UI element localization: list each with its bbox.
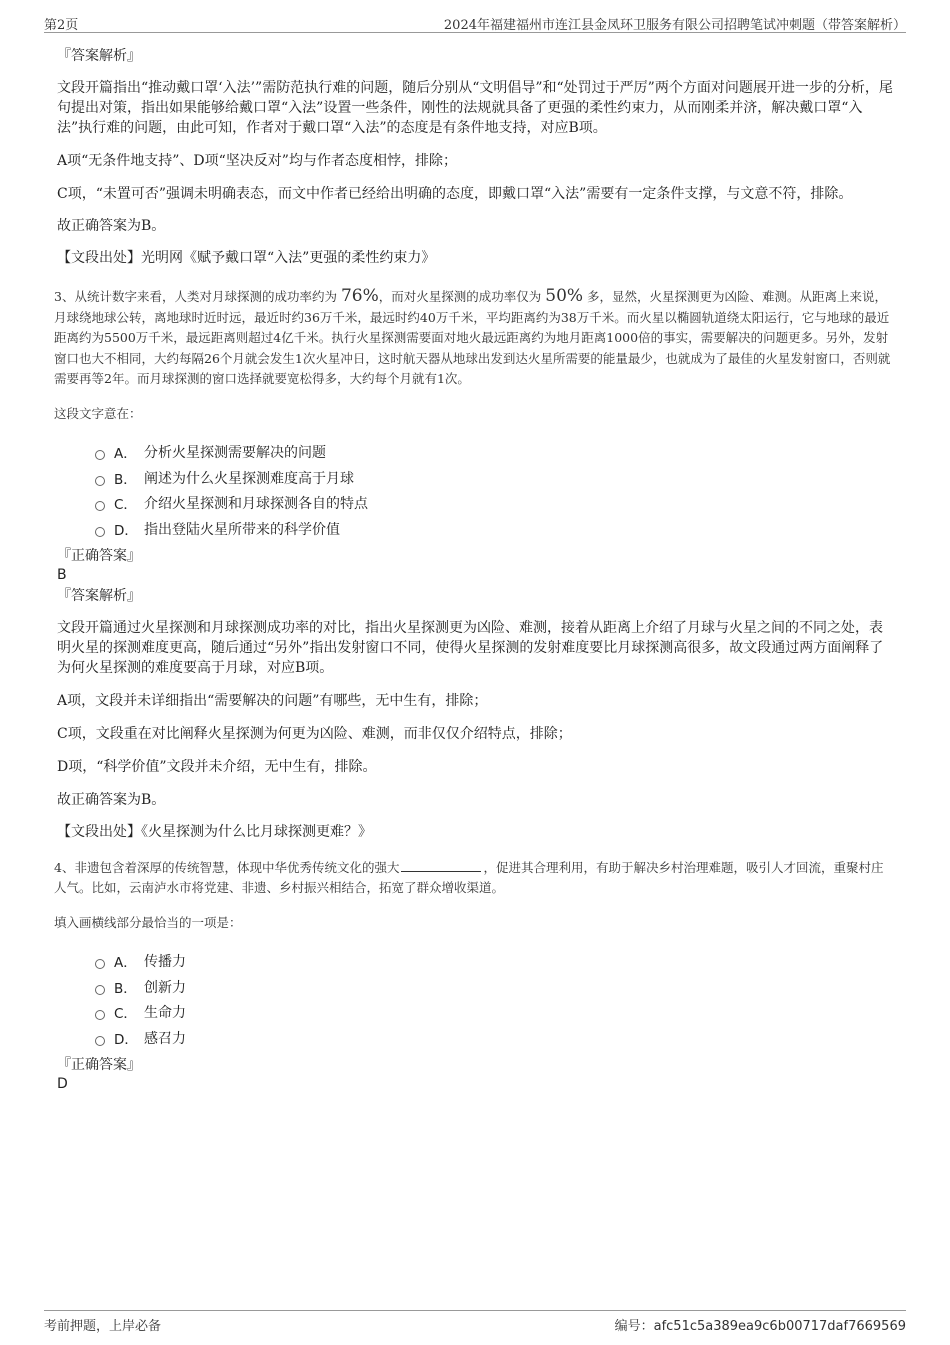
radio-icon[interactable]	[95, 501, 105, 511]
option-letter: D．	[114, 522, 138, 539]
option-letter: A．	[114, 955, 137, 972]
fill-blank-line	[401, 859, 481, 872]
option-text: 创新力	[144, 979, 186, 996]
radio-icon[interactable]	[95, 450, 105, 460]
radio-icon[interactable]	[95, 527, 105, 537]
q3-stem	[54, 286, 895, 390]
option-text: 感召力	[144, 1030, 186, 1047]
q3-option-a[interactable]	[95, 440, 895, 466]
q3-analysis-paragraph: C项，文段重在对比阐释火星探测为何更为凶险、难测，而非仅仅介绍特点，排除；	[57, 725, 572, 742]
q3-options	[95, 440, 895, 542]
q3-correct-answer: B	[57, 566, 67, 583]
q2-analysis-paragraph: 文段开篇指出“推动戴口罩‘入法’”需防范执行难的问题，随后分别从“文明倡导”和“处罚过于严厉”两个方面对问题展开进一步的分析，尾句提出对策，指出如果能够给戴口罩“入法”设置一些条件，刚性的法规就具备了更强的柔性约束力，从而刚柔并济，解决戴口罩“入法”执行难的问题，由此可知，作者对于戴口罩“入法”的态度是有条件地支持，对应B项。	[57, 80, 893, 136]
q3-option-c[interactable]	[95, 491, 895, 517]
q4-stem-part: 4、非遗包含着深厚的传统智慧，体现中华优秀传统文化的强大	[54, 859, 400, 875]
radio-icon[interactable]	[95, 959, 105, 969]
q4-prompt: 填入画横线部分最恰当的一项是：	[54, 914, 242, 930]
q3-option-d[interactable]	[95, 516, 895, 542]
option-letter: C．	[114, 1006, 137, 1023]
code-label: 编号：	[614, 1319, 654, 1334]
q3-stem-part: ，而对火星探测的成功率仅为	[378, 289, 542, 304]
q3-prompt: 这段文字意在：	[54, 405, 142, 421]
q4-option-c[interactable]	[95, 1000, 895, 1026]
q4-answer	[57, 1055, 895, 1093]
q3-source: 【文段出处】《火星探测为什么比月球探测更难？》	[57, 823, 372, 840]
option-letter: B．	[114, 980, 137, 997]
option-text: 指出登陆火星所带来的科学价值	[144, 521, 340, 538]
option-text: 介绍火星探测和月球探测各自的特点	[144, 496, 368, 513]
q3-stem-part: 3、从统计数字来看，人类对月球探测的成功率约为	[54, 289, 337, 304]
option-text: 生命力	[144, 1005, 186, 1022]
q2-analysis-label: 『答案解析』	[57, 48, 141, 64]
option-text: 分析火星探测需要解决的问题	[144, 445, 326, 462]
q2-analysis-paragraph: 故正确答案为B。	[57, 218, 166, 234]
q3-analysis-paragraph: A项，文段并未详细指出“需要解决的问题”有哪些，无中生有，排除；	[57, 692, 488, 709]
q4-correct-label: 『正确答案』	[57, 1056, 141, 1073]
option-letter: B．	[114, 471, 137, 488]
q3-analysis-paragraph: 文段开篇通过火星探测和月球探测成功率的对比，指出火星探测更为凶险、难测，接着从距离上介绍了月球与火星之间的不同之处，表明火星的探测难度更高，随后通过“另外”指出发射窗口不同，使得火星探测的发射难度要比月球探测高很多，故文段通过两方面阐释了为何火星探测的难度要高于月球，对应B项。	[57, 619, 884, 676]
radio-icon[interactable]	[95, 476, 105, 486]
q2-source: 【文段出处】光明网《赋予戴口罩“入法”更强的柔性约束力》	[57, 250, 436, 266]
radio-icon[interactable]	[95, 1010, 105, 1020]
code-value: afc51c5a389ea9c6b00717daf7669569	[653, 1319, 906, 1334]
option-text: 阐述为什么火星探测难度高于月球	[144, 470, 354, 487]
radio-icon[interactable]	[95, 985, 105, 995]
document-body	[54, 46, 895, 1093]
q4-stem	[54, 858, 895, 899]
q3-analysis-label: 『答案解析』	[57, 587, 141, 604]
page-header	[44, 12, 906, 33]
q3-percent-1: 76%	[340, 286, 379, 306]
q2-analysis-paragraph: C项，“未置可否”强调未明确表态，而文中作者已经给出明确的态度，即戴口罩“入法”需要有一定条件支撑，与文意不符，排除。	[57, 186, 853, 202]
option-letter: C．	[114, 497, 137, 514]
q3-stem-part: 多，显然，火星探测更为凶险、难测。从距离上来说，月球绕地球公转，离地球时近时远，最近时约36万千米，最远时约40万千米，平均距离约为38万千米。而火星以椭圆轨道绕太阳运行，它与地球的最近距离约为5500万千米，最远距离则超过4亿千米。执行火星探测需要面对地火最远距离约为地月距离1000倍的事实，需要解决的问题更多。另外，发射窗口也大不相同，大约每隔26个月就会发生1次火星冲日，这时航天器从地球出发到达火星所需要的能量最少，也就成为了最佳的火星发射窗口，否则就需要再等2年。而月球探测的窗口选择就要宽松得多，大约每个月就有1次。	[54, 289, 891, 386]
option-letter: D．	[114, 1031, 138, 1048]
q3-percent-2: 50%	[545, 286, 584, 306]
q4-option-d[interactable]	[95, 1025, 895, 1051]
radio-icon[interactable]	[95, 1036, 105, 1046]
q4-correct-answer: D	[57, 1075, 68, 1092]
q2-analysis-paragraph: A项“无条件地支持”、D项“坚决反对”均与作者态度相悖，排除；	[57, 153, 457, 169]
document-title: 2024年福建福州市连江县金凤环卫服务有限公司招聘笔试冲刺题（带答案解析）	[443, 18, 906, 33]
q4-option-b[interactable]	[95, 974, 895, 1000]
q4-stem-part: ，促进其合理利用，有助于解决乡村治理难题，吸引人才回流，重聚村庄人气。比如，云南泸水市将党建、非遗、乡村振兴相结合，拓宽了群众增收渠道。	[54, 859, 884, 895]
q3-analysis-paragraph: D项，“科学价值”文段并未介绍，无中生有，排除。	[57, 758, 377, 775]
document-code	[615, 1315, 906, 1334]
page-footer	[44, 1310, 906, 1335]
q3-answer	[57, 546, 895, 606]
page-number: 第2页	[44, 18, 79, 33]
option-letter: A．	[114, 446, 137, 463]
q3-analysis-paragraph: 故正确答案为B。	[57, 791, 166, 808]
footer-slogan: 考前押题，上岸必备	[44, 1319, 162, 1334]
q3-correct-label: 『正确答案』	[57, 547, 141, 564]
q4-options	[95, 949, 895, 1051]
q4-option-a[interactable]	[95, 949, 895, 975]
q3-option-b[interactable]	[95, 465, 895, 491]
option-text: 传播力	[144, 954, 186, 971]
